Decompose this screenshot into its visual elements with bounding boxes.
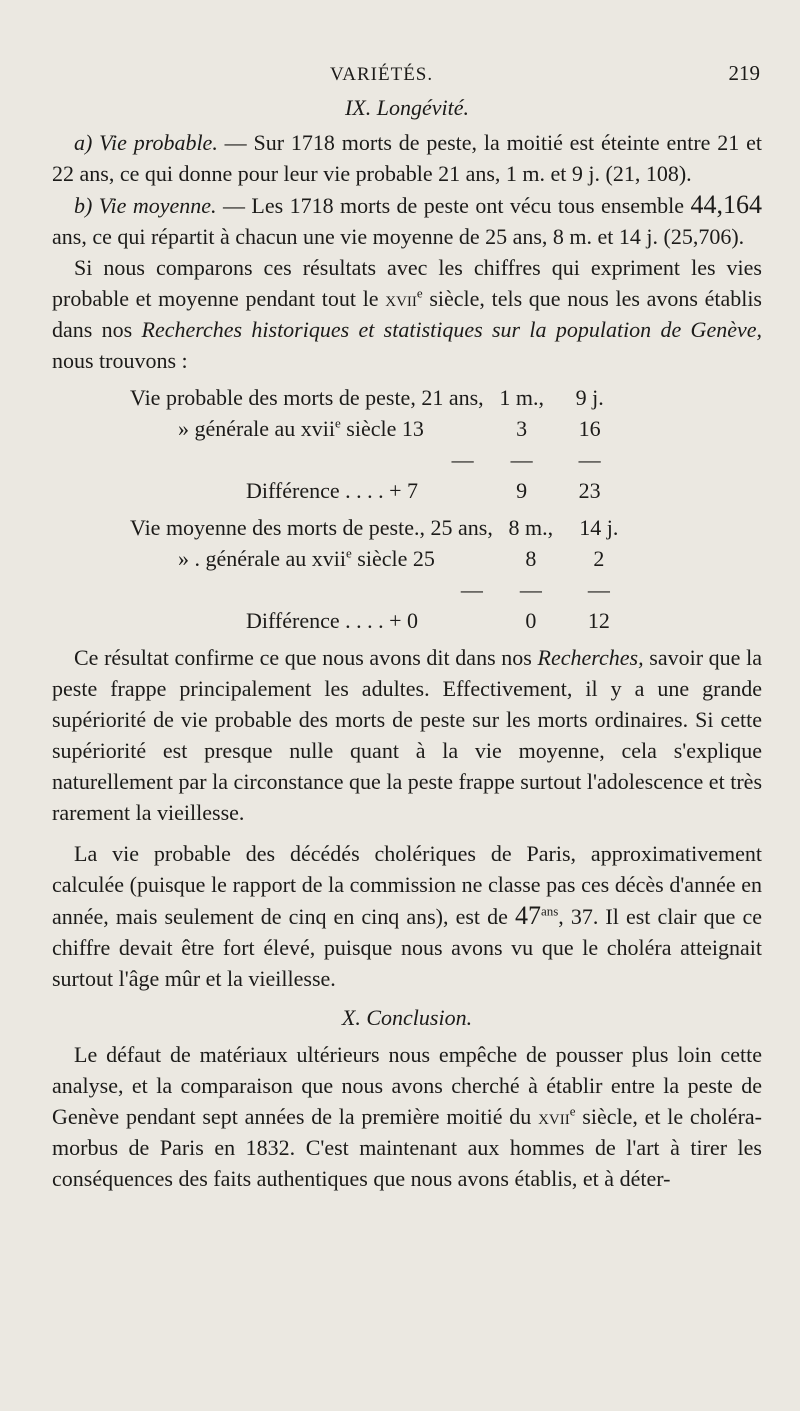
comparison-text-3: nous trouvons : (52, 348, 188, 373)
table-cell-label (126, 543, 497, 574)
paragraph-comparison (52, 252, 762, 376)
cholera-text-1: La vie probable des décédés cholériques de Paris, approximativement calculée (puisque le rapport de la commission ne classe pas ces décès d'année en année, mais seulement de cinq en cinq ans), est de (52, 841, 762, 929)
comparison-century: xvii (385, 286, 417, 311)
vie-moyenne-label: b) Vie moyenne. (74, 193, 217, 218)
rule-months: — (519, 577, 542, 602)
vie-moyenne-text-1: — Les 1718 morts de peste ont vécu tous ensemble (216, 193, 691, 218)
result-text-2: savoir que la peste frappe principalement les adultes. Effectivement, il y a une grande supériorité de vie probable des morts de peste sur les morts ordinaires. Si cette supériorité est presque nulle quant à la vie moyenne, cela s'explique naturellement par la circonstance que la peste frappe surtout l'adolescence et très rarement la vieillesse. (52, 645, 762, 825)
paragraph-result (52, 642, 762, 828)
row-label-end: siècle 25 (351, 546, 435, 571)
table-row (126, 512, 633, 543)
table-cell-months: 8 m., (508, 515, 554, 540)
paragraph-cholera (52, 838, 762, 994)
row-label-end: siècle 13 (340, 416, 424, 441)
row-label-start: » générale au xvii (178, 416, 335, 441)
rule-years: — (451, 447, 474, 472)
conclusion-text-2: siècle, et le choléra-morbus de Paris en 1832. C'est maintenant aux hommes de l'art à tirer les conséquences des faits authentiques que nous avons établis, et à déter- (52, 1104, 762, 1191)
cholera-value: 47 (514, 901, 541, 930)
row-label-sup: e (335, 415, 341, 431)
rule-days: — (587, 577, 610, 602)
difference-days: 23 (578, 478, 601, 503)
vie-probable-text: — Sur 1718 morts de peste, la moitié est éteinte entre 21 et 22 ans, ce qui donne pour leur vie probable 21 ans, 1 m. et 9 j. (21, 108). (52, 130, 762, 186)
comparison-century-sup: e (416, 285, 423, 301)
difference-days: 12 (587, 608, 610, 633)
spacer (52, 828, 762, 838)
paragraph-vie-probable (52, 127, 762, 189)
page-number: 219 (728, 61, 760, 85)
table-cell-label: Vie probable des morts de peste, 21 ans, (130, 385, 484, 410)
rule-months: — (510, 447, 533, 472)
conclusion-century: xvii (538, 1104, 570, 1129)
table-row-difference (126, 475, 624, 506)
table-cell-months: 3 (516, 416, 528, 441)
result-text-1: Ce résultat confirme ce que nous avons dit dans nos (74, 645, 538, 670)
table-cell-months: 1 m., (499, 385, 544, 410)
table-cell-months: 8 (525, 546, 537, 571)
comparison-text-1: Si nous comparons ces résultats avec les chiffres qui expriment les vies probable et moyenne pendant tout le (52, 255, 762, 311)
difference-label: Différence . . . . + 7 (246, 478, 419, 503)
row-label-start: » . générale au xvii (178, 546, 346, 571)
table-row-difference (126, 605, 633, 636)
table-vie-probable (126, 382, 624, 506)
conclusion-century-sup: e (569, 1103, 576, 1119)
rule-years: — (460, 577, 483, 602)
vie-moyenne-total: 44,164 (690, 190, 762, 219)
table-cell-label (126, 413, 488, 444)
table-cell-days: 14 j. (579, 515, 619, 540)
comparison-text-2: siècle, tels que nous les avons établis dans nos (52, 286, 762, 342)
difference-months: 9 (516, 478, 528, 503)
conclusion-text-1: Le défaut de matériaux ultérieurs nous empêche de pousser plus loin cette analyse, et la comparaison que nous avons cherché à établir entre la peste de Genève pendant sept années de la première moitié du (52, 1042, 762, 1129)
table-cell-label: Vie moyenne des morts de peste., 25 ans, (130, 515, 493, 540)
section-ix-title (52, 92, 762, 123)
table-rule-row (126, 574, 633, 605)
paragraph-vie-moyenne (52, 189, 762, 252)
cholera-text-2: , 37. Il est clair que ce chiffre devait être fort élevé, puisque nous avons vu que le choléra atteignait surtout l'âge mûr et la vieillesse. (52, 904, 762, 991)
running-head: VARIÉTÉS. (330, 64, 434, 85)
rule-days: — (578, 447, 601, 472)
cholera-unit: ans (540, 903, 559, 919)
paragraph-conclusion (52, 1039, 762, 1194)
difference-months: 0 (525, 608, 537, 633)
vie-moyenne-text-2: ans, ce qui répartit à chacun une vie moyenne de 25 ans, 8 m. et 14 j. (25,706). (52, 224, 745, 249)
page-header (52, 58, 762, 88)
table-cell-days: 2 (593, 546, 605, 571)
difference-label: Différence . . . . + 0 (246, 608, 419, 633)
table-vie-moyenne (126, 512, 633, 636)
comparison-book-title: Recherches historiques et statistiques sur la population de Genève, (141, 317, 763, 342)
result-italic: Recherches, (537, 645, 644, 670)
table-row (126, 413, 624, 444)
section-x-title (52, 1002, 762, 1033)
table-rule-row (126, 444, 624, 475)
row-label-sup: e (346, 545, 352, 561)
section-ix-title-text: IX. Longévité. (344, 95, 470, 120)
table-row (126, 382, 624, 413)
table-cell-days: 9 j. (575, 385, 604, 410)
table-cell-days: 16 (578, 416, 601, 441)
vie-probable-label: a) Vie probable. (74, 130, 218, 155)
section-x-title-text: X. Conclusion. (341, 1005, 473, 1030)
table-row (126, 543, 633, 574)
